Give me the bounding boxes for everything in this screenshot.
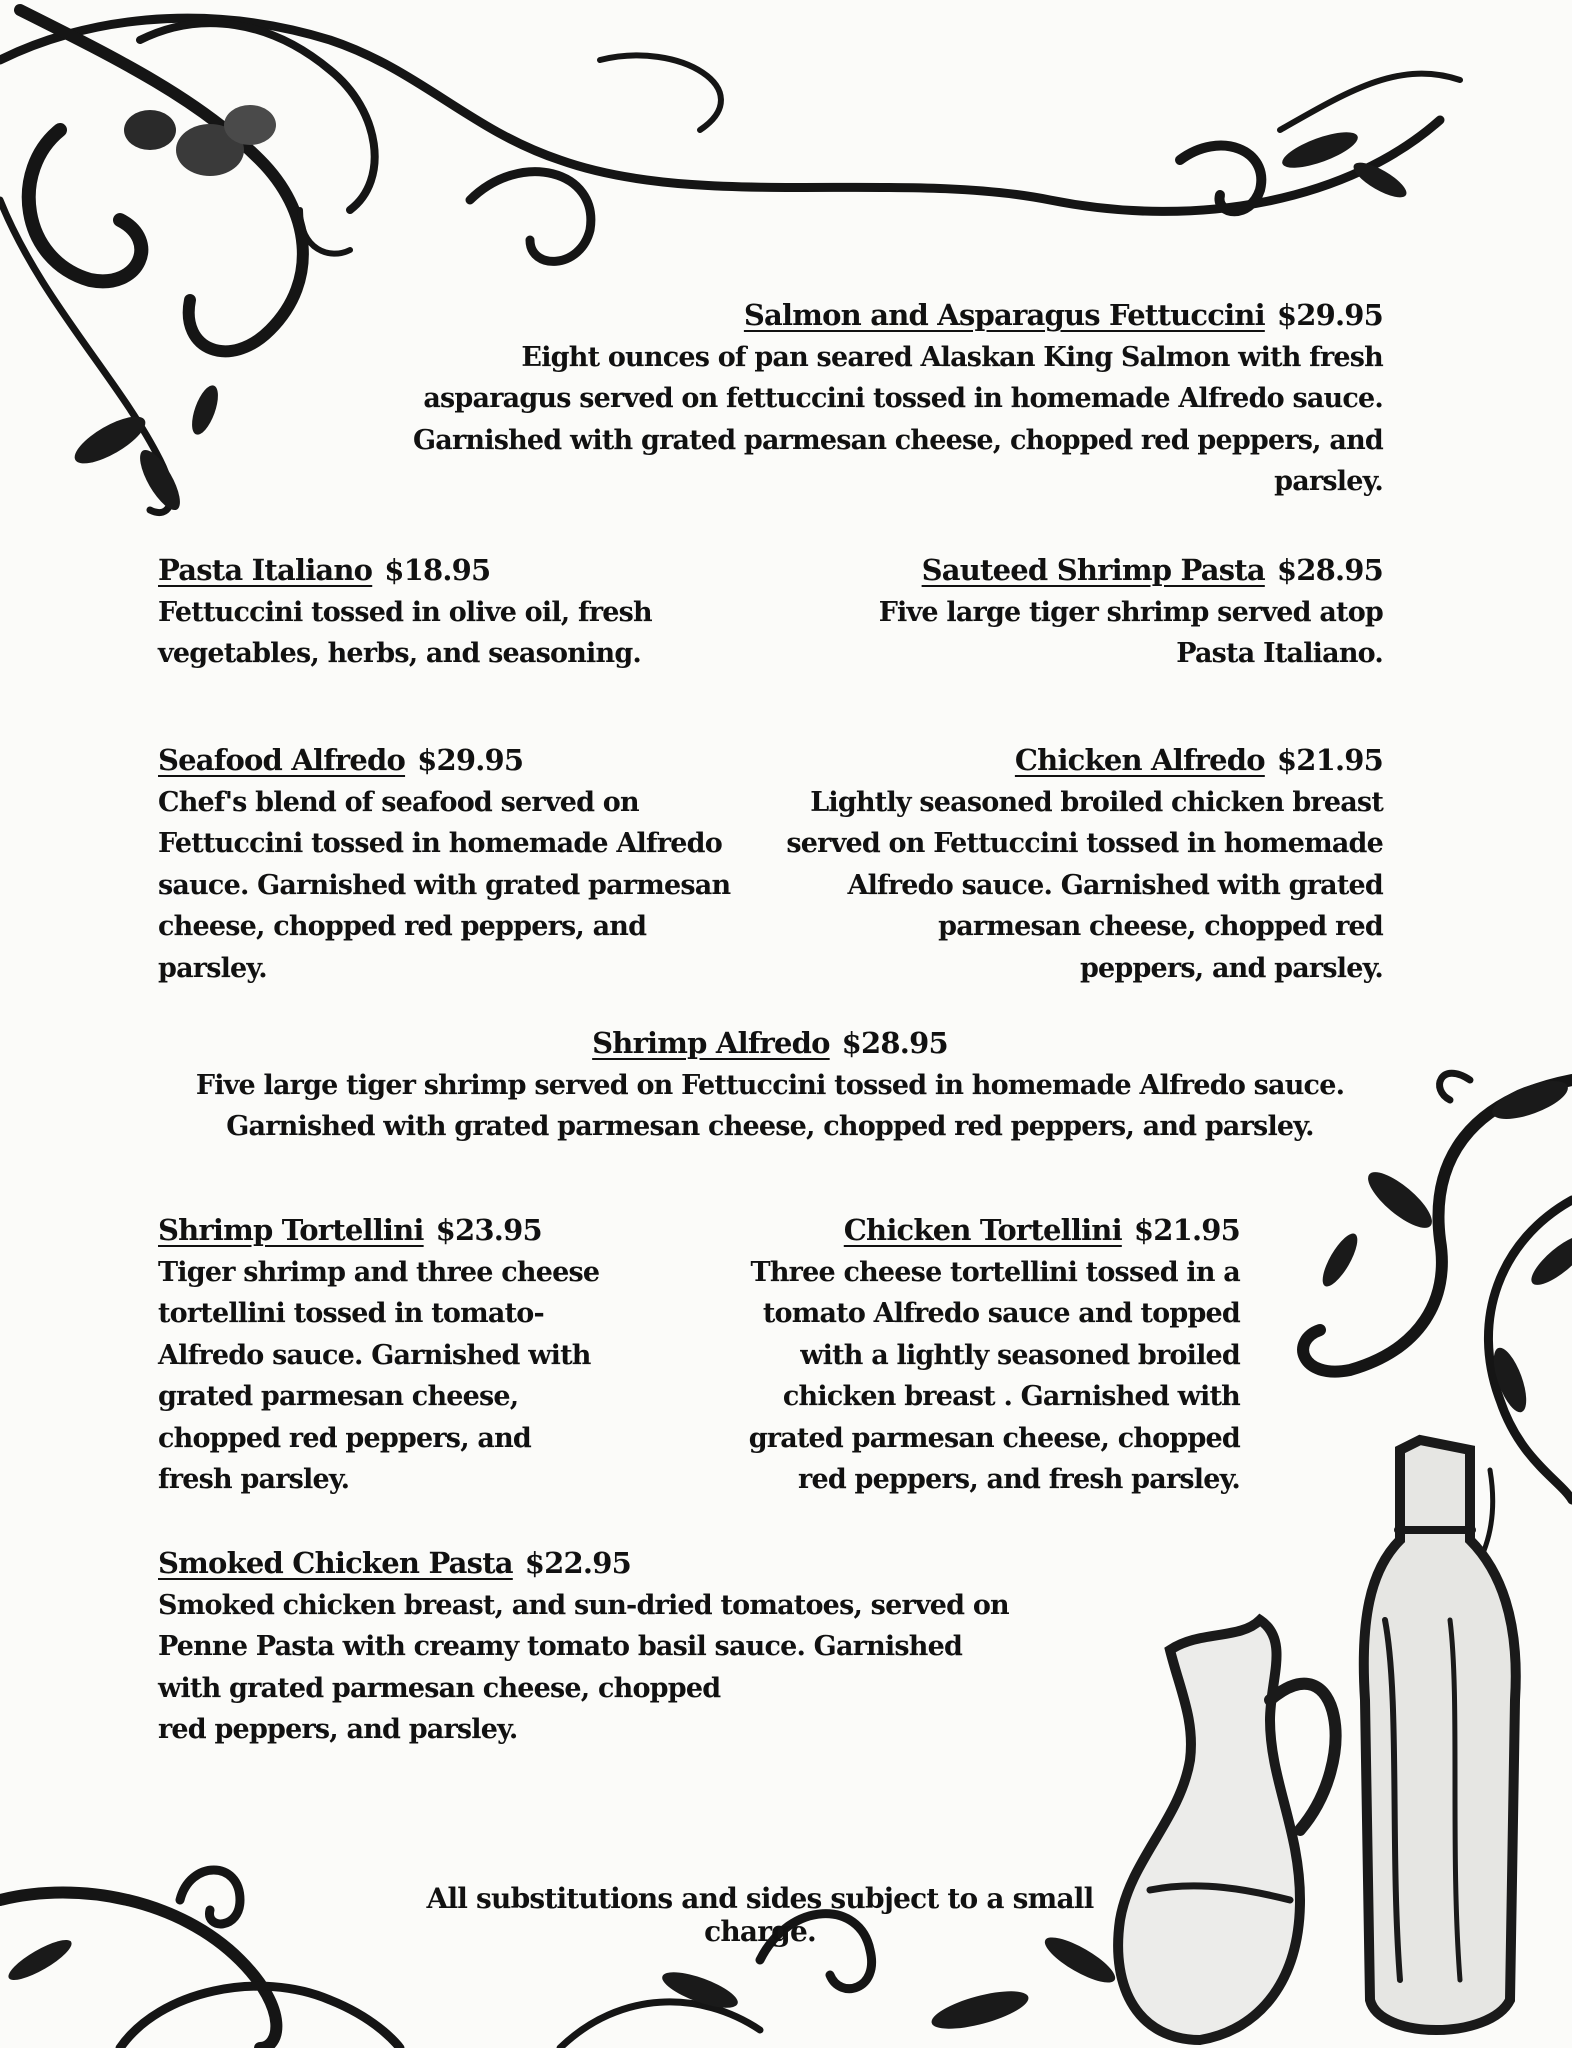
menu-item-name: Seafood Alfredo bbox=[158, 743, 406, 777]
menu-item-price: $22.95 bbox=[524, 1546, 631, 1580]
menu-item-price: $29.95 bbox=[417, 743, 524, 777]
menu-item-description: Three cheese tortellini tossed in a tomato Alfredo sauce and topped with a lightly seasoned broiled chicken breast . Garnished with grated parmesan cheese, chopped red peppers, and fresh parsley. bbox=[748, 1256, 1240, 1495]
menu-item-price: $21.95 bbox=[1133, 1213, 1240, 1247]
menu-item-description: Eight ounces of pan seared Alaskan King Salmon with fresh asparagus served on fettuccini tossed in homemade Alfredo sauce. Garnished with grated parmesan cheese, chopped red peppers, and parsley. bbox=[413, 341, 1383, 497]
menu-item-price: $28.95 bbox=[1276, 553, 1383, 587]
menu-item-description: Five large tiger shrimp served atop Pasta Italiano. bbox=[878, 596, 1383, 669]
menu-item-chicken-tortellini bbox=[720, 1210, 1240, 1501]
menu-item-name: Chicken Tortellini bbox=[843, 1213, 1122, 1247]
menu-item-salmon-asparagus-fettuccini bbox=[300, 295, 1383, 503]
menu-item-smoked-chicken-pasta bbox=[158, 1543, 1018, 1751]
menu-item-price: $29.95 bbox=[1276, 298, 1383, 332]
menu-item-description: Chef's blend of seafood served on Fettuccini tossed in homemade Alfredo sauce. Garnished with grated parmesan cheese, chopped red peppers, and parsley. bbox=[158, 786, 731, 984]
menu-item-name: Shrimp Tortellini bbox=[158, 1213, 424, 1247]
menu-item-name: Smoked Chicken Pasta bbox=[158, 1546, 513, 1580]
footer-note: All substitutions and sides subject to a small charge. bbox=[426, 1882, 1094, 1948]
menu-item-price: $28.95 bbox=[841, 1026, 948, 1060]
menu-item-name: Sauteed Shrimp Pasta bbox=[921, 553, 1265, 587]
menu-item-description: Five large tiger shrimp served on Fettuccini tossed in homemade Alfredo sauce. Garnished with grated parmesan cheese, chopped red peppers, and parsley. bbox=[195, 1069, 1345, 1142]
menu-item-shrimp-alfredo bbox=[150, 1023, 1390, 1148]
menu-item-price: $23.95 bbox=[435, 1213, 542, 1247]
menu-item-seafood-alfredo bbox=[158, 740, 758, 989]
oil-jug-illustration bbox=[1118, 1620, 1335, 2040]
menu-item-description: Fettuccini tossed in olive oil, fresh vegetables, herbs, and seasoning. bbox=[158, 596, 652, 669]
oil-bottle-illustration bbox=[1364, 1440, 1516, 2030]
right-vine-ornament bbox=[1303, 1073, 1572, 1580]
menu-item-name: Pasta Italiano bbox=[158, 553, 373, 587]
menu-item-description: Tiger shrimp and three cheese tortellini tossed in tomato- Alfredo sauce. Garnished with grated parmesan cheese, chopped red peppers, and fresh parsley. bbox=[158, 1256, 600, 1495]
menu-item-price: $21.95 bbox=[1276, 743, 1383, 777]
menu-item-chicken-alfredo bbox=[783, 740, 1383, 989]
menu-item-name: Shrimp Alfredo bbox=[592, 1026, 830, 1060]
menu-item-name: Salmon and Asparagus Fettuccini bbox=[743, 298, 1265, 332]
menu-item-description: Lightly seasoned broiled chicken breast served on Fettuccini tossed in homemade Alfredo sauce. Garnished with grated parmesan cheese, chopped red peppers, and parsley. bbox=[786, 786, 1383, 984]
menu-item-price: $18.95 bbox=[384, 553, 491, 587]
menu-item-shrimp-tortellini bbox=[158, 1210, 618, 1501]
menu-item-description: Smoked chicken breast, and sun-dried tomatoes, served on Penne Pasta with creamy tomato basil sauce. Garnished with grated parmesan cheese, chopped red peppers, and parsley. bbox=[158, 1589, 1009, 1745]
menu-item-name: Chicken Alfredo bbox=[1014, 743, 1265, 777]
menu-item-pasta-italiano bbox=[158, 550, 678, 675]
menu-item-sauteed-shrimp-pasta bbox=[820, 550, 1383, 675]
